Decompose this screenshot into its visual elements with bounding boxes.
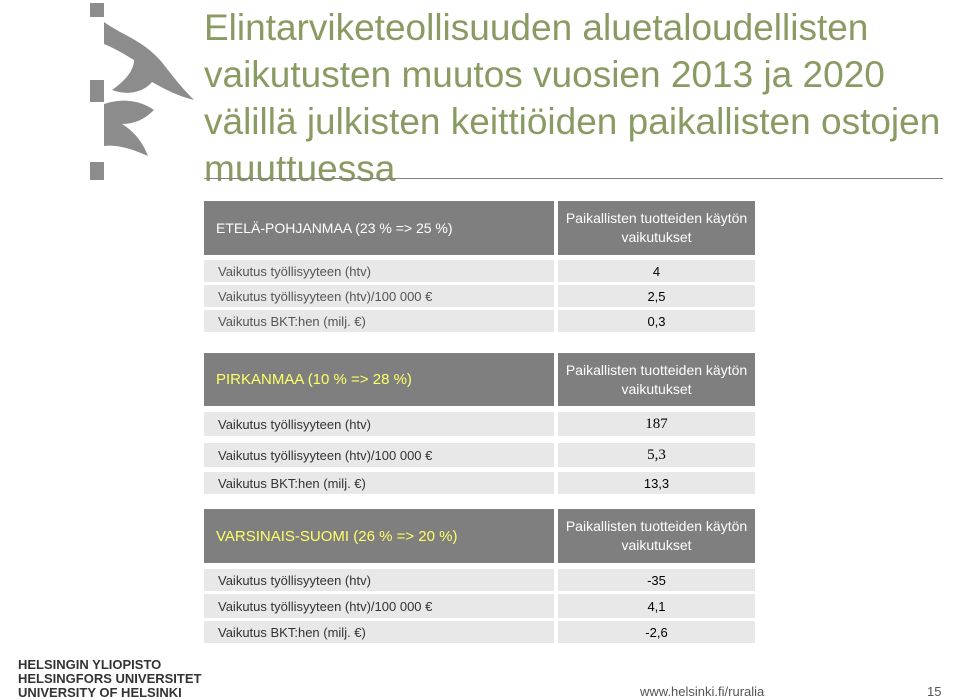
region-label: PIRKANMAA (10 % => 28 %) (216, 371, 412, 388)
university-name-sv: HELSINGFORS UNIVERSITET (18, 671, 202, 686)
table-row (204, 443, 755, 467)
column-header (558, 509, 755, 563)
university-name-en: UNIVERSITY OF HELSINKI (18, 685, 182, 700)
row-label: Vaikutus työllisyyteen (htv) (204, 412, 554, 436)
row-value: -2,6 (558, 621, 755, 643)
table-row (204, 285, 755, 307)
column-header-label: Paikallisten tuotteiden käytön vaikutukset (565, 518, 748, 553)
row-value: 2,5 (558, 285, 755, 307)
region-label: VARSINAIS-SUOMI (26 % => 20 %) (216, 527, 458, 545)
column-header (558, 353, 755, 406)
page-number: 15 (927, 684, 942, 699)
row-value: 4 (558, 260, 755, 282)
row-value: 13,3 (558, 472, 755, 494)
row-value: 187 (558, 412, 755, 436)
row-label: Vaikutus työllisyyteen (htv)/100 000 € (204, 594, 554, 618)
row-value: -35 (558, 569, 755, 591)
table-row (204, 594, 755, 618)
university-name-fi: HELSINGIN YLIOPISTO (18, 657, 162, 672)
region-header-pirkanmaa (204, 353, 554, 406)
table-row (204, 412, 755, 436)
table-row (204, 621, 755, 643)
footer-url-link[interactable]: www.helsinki.fi/ruralia (640, 684, 765, 699)
region-label: ETELÄ-POHJANMAA (23 % => 25 %) (216, 220, 453, 236)
column-header-label: Paikallisten tuotteiden käytön vaikutukset (565, 210, 748, 245)
table-row (204, 472, 755, 494)
region-header-etela-pohjanmaa (204, 201, 554, 255)
row-label: Vaikutus BKT:hen (milj. €) (204, 472, 554, 494)
row-value: 0,3 (558, 310, 755, 332)
row-label: Vaikutus työllisyyteen (htv) (204, 569, 554, 591)
table-row (204, 569, 755, 591)
row-value: 5,3 (558, 443, 755, 467)
row-value: 4,1 (558, 594, 755, 618)
row-label: Vaikutus työllisyyteen (htv)/100 000 € (204, 285, 554, 307)
row-label: Vaikutus työllisyyteen (htv) (204, 260, 554, 282)
column-header (558, 201, 755, 255)
row-label: Vaikutus BKT:hen (milj. €) (204, 310, 554, 332)
table-row (204, 310, 755, 332)
row-label: Vaikutus työllisyyteen (htv)/100 000 € (204, 443, 554, 467)
row-label: Vaikutus BKT:hen (milj. €) (204, 621, 554, 643)
page-title: Elintarviketeollisuuden aluetaloudellisten vaikutusten muutos vuosien 2013 ja 2020 välillä julkisten keittiöiden paikallisten ostojen muuttuessa (204, 7, 941, 189)
column-header-label: Paikallisten tuotteiden käytön vaikutukset (565, 361, 748, 397)
table-row (204, 260, 755, 282)
university-logo-icon (82, 0, 202, 185)
region-header-varsinais-suomi (204, 509, 554, 563)
university-name (18, 658, 201, 700)
title-divider (204, 178, 943, 179)
